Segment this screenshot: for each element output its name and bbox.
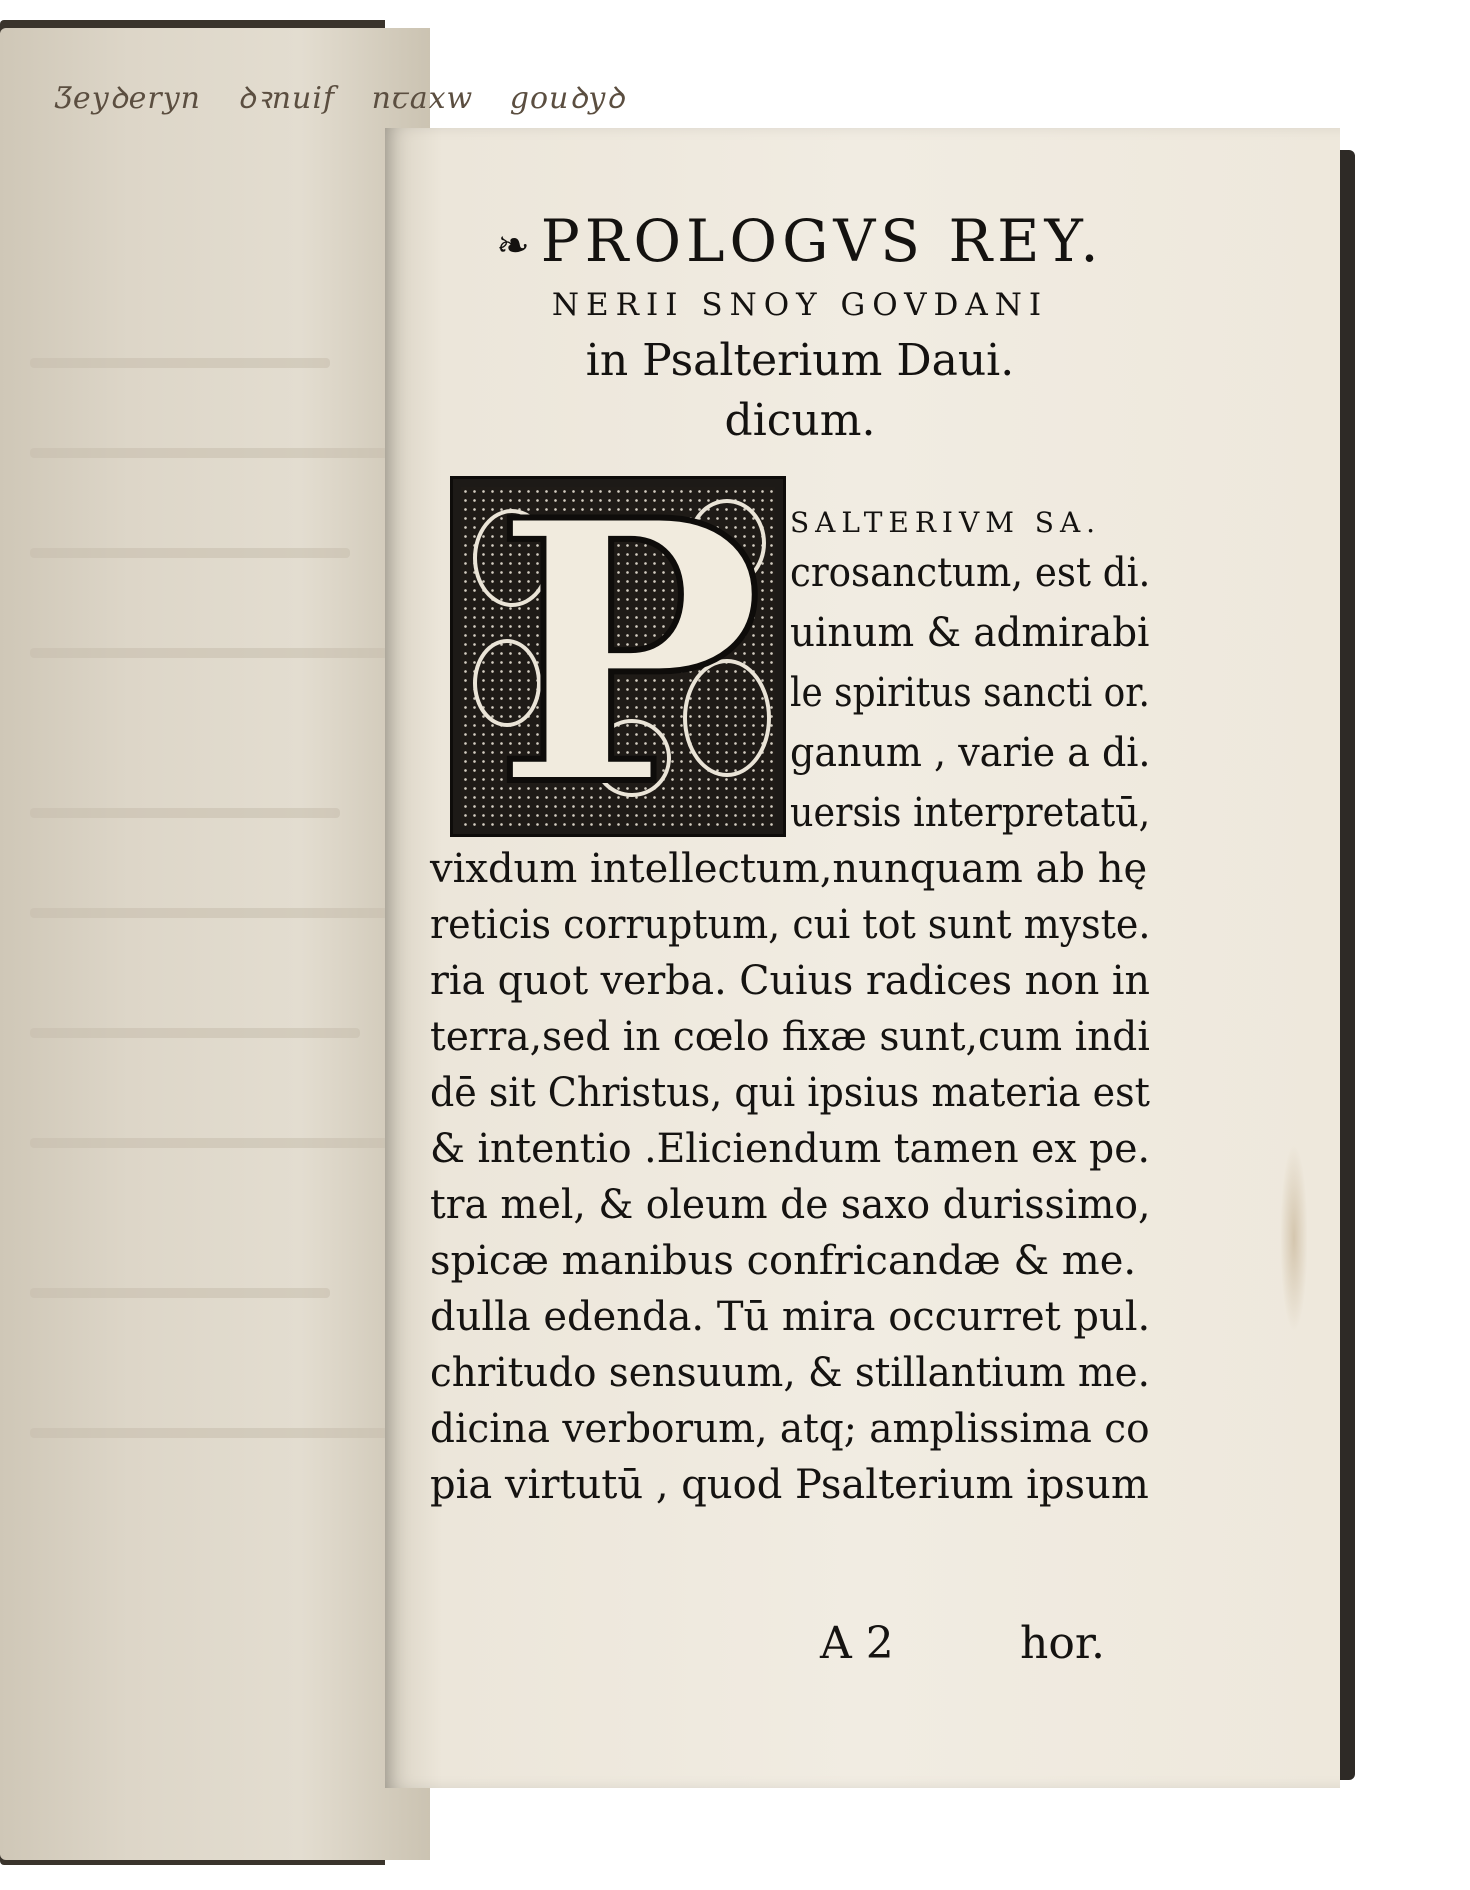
manuscript-word: ꝺꝛnuif [237, 81, 336, 116]
manuscript-inscription [55, 76, 626, 117]
text-line: pia virtutū , quod Psalterium ipsum [430, 1462, 1149, 1508]
show-through-line [30, 1028, 360, 1038]
heading-text: PROLOGVS REY. [540, 207, 1104, 275]
text-line: ria quot verba. Cuius radices non in [430, 958, 1150, 1004]
show-through-line [30, 448, 390, 458]
heading-line-2: NERII SNOY GOVDANI [551, 286, 1049, 323]
show-through-line [30, 1138, 390, 1148]
signature-mark: A 2 [820, 1618, 894, 1669]
manuscript-word: nꞇaxw [371, 81, 474, 116]
manuscript-word: gouꝺyꝺ [509, 81, 626, 116]
show-through-line [30, 808, 340, 818]
show-through-line [30, 1428, 390, 1438]
text-line: reticis corruptum, cui tot sunt myste. [430, 902, 1151, 948]
heading-line-4: dicum. [724, 394, 876, 446]
text-line: chritudo sensuum, & stillantium me. [430, 1350, 1150, 1396]
fleuron-icon: ❧ [496, 222, 535, 269]
manuscript-word: Ʒeyꝺeryn [55, 81, 201, 116]
text-line: uersis interpretatū, [790, 790, 1151, 836]
initial-letter: P [493, 442, 764, 865]
text-line: & intentio .Eliciendum tamen ex pe. [430, 1126, 1150, 1172]
text-line: dulla edenda. Tū mira occurret pul. [430, 1294, 1151, 1340]
catchword: hor. [1020, 1618, 1106, 1669]
page-footer [820, 1618, 1150, 1678]
prologue-heading [480, 208, 1120, 451]
show-through-line [30, 908, 390, 918]
text-line: ganum , varie a di. [790, 730, 1151, 776]
show-through-line [30, 548, 350, 558]
text-line: terra,sed in cœlo fixæ sunt,cum indi [430, 1014, 1150, 1060]
heading-line-1 [480, 208, 1120, 279]
text-line: spicæ manibus confricandæ & me. [430, 1238, 1137, 1284]
woodcut-initial [450, 442, 786, 865]
foxing-stain [1280, 1143, 1308, 1333]
text-line: SALTERIVM SA. [790, 506, 1102, 539]
text-line: dē sit Christus, qui ipsius materia est [430, 1070, 1150, 1116]
show-through-line [30, 1288, 330, 1298]
heading-line-3: in Psalterium Daui. [585, 334, 1015, 386]
show-through-line [30, 648, 390, 658]
text-line: tra mel, & oleum de saxo durissimo, [430, 1182, 1151, 1228]
show-through-line [30, 358, 330, 368]
text-line: dicina verborum, atq; amplissima co [430, 1406, 1150, 1452]
text-line: crosanctum, est di. [790, 550, 1151, 596]
text-line: le spiritus sancti or. [790, 670, 1150, 716]
text-line: uinum & admirabi [790, 610, 1150, 656]
verso-page [0, 28, 626, 1860]
text-line: vixdum intellectum,nunquam ab hę [430, 846, 1148, 892]
